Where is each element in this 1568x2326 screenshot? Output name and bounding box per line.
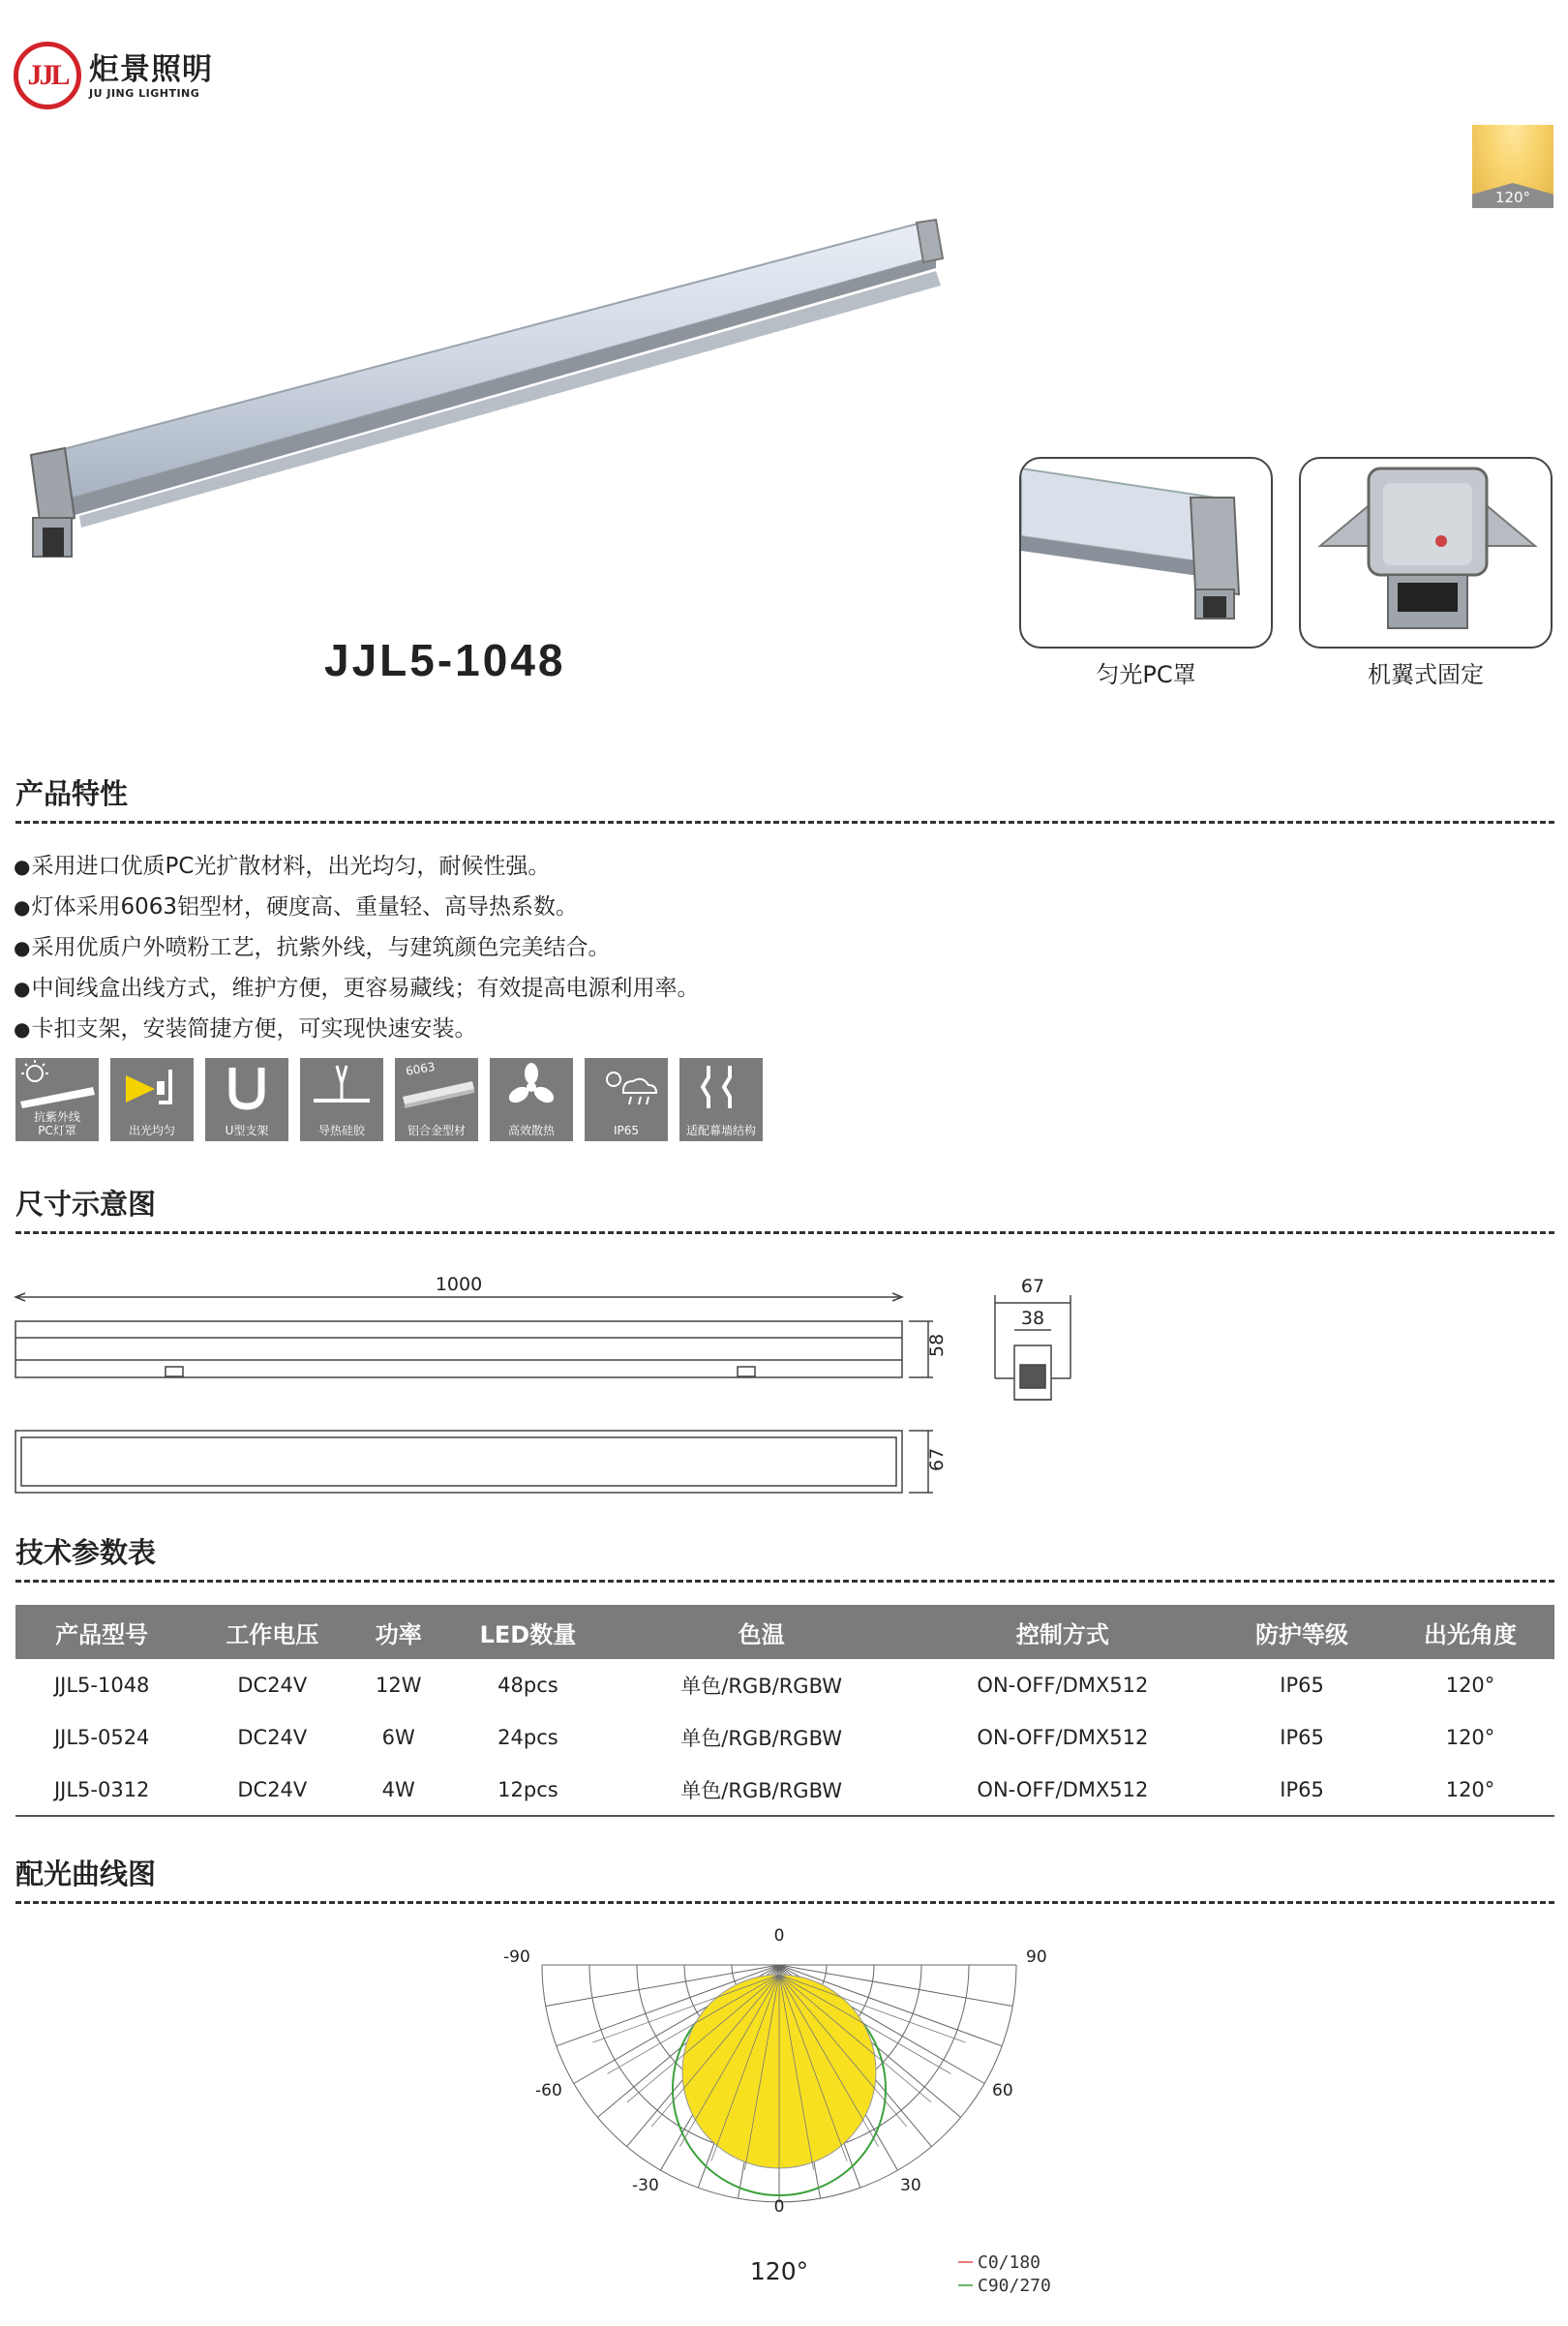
svg-text:6063: 6063	[405, 1059, 437, 1078]
table-row	[15, 1764, 1554, 1816]
model-title: JJL5-1048	[324, 635, 566, 685]
feature-list	[14, 846, 699, 1049]
feature-icon-row	[15, 1058, 774, 1141]
section-divider	[15, 821, 1554, 824]
detail-photo-pc-cover	[1019, 457, 1273, 649]
table-cell: 单色/RGB/RGBW	[680, 1675, 842, 1698]
product-photo	[21, 208, 950, 576]
table-cell: IP65	[1280, 1674, 1324, 1697]
light-output-icon: 出光均匀	[110, 1058, 194, 1141]
section-title-features: 产品特性	[15, 777, 129, 810]
table-cell: 12pcs	[440, 1764, 615, 1816]
angle-label: 0	[773, 2197, 785, 2217]
table-cell: 48pcs	[498, 1674, 558, 1697]
table-header-cell: LED数量	[440, 1605, 615, 1659]
logo-mark: JJL	[14, 42, 81, 109]
angle-label: 30	[900, 2176, 921, 2195]
table-cell: JJL5-1048	[53, 1674, 150, 1697]
table-header-row	[15, 1605, 1554, 1659]
section-divider	[15, 1901, 1554, 1904]
table-cell: 6W	[381, 1726, 415, 1749]
table-row	[15, 1659, 1554, 1711]
table-cell: JJL5-0312	[15, 1764, 188, 1816]
fan-icon: 高效散热	[490, 1058, 573, 1141]
thermal-silicone-icon: 导热硅胶	[300, 1058, 383, 1141]
table-cell: 单色/RGB/RGBW	[616, 1764, 908, 1816]
sun-icon: 抗紫外线 PC灯罩	[15, 1058, 99, 1141]
beam-angle-badge	[1472, 125, 1553, 208]
angle-label: 0	[773, 1926, 785, 1946]
table-cell: ON-OFF/DMX512	[977, 1726, 1149, 1749]
brand-logo	[14, 39, 256, 112]
detail-caption-pc-cover: 匀光PC罩	[1096, 661, 1196, 688]
dim-width: 67	[926, 1447, 948, 1471]
polar-light-curve	[498, 1921, 1070, 2326]
table-cell: 120°	[1386, 1764, 1554, 1816]
aluminum-profile-icon: 6063 铝合金型材	[395, 1058, 478, 1141]
table-header-cell: 防护等级	[1218, 1605, 1386, 1659]
table-cell: 12W	[375, 1674, 422, 1697]
table-cell: IP65	[1280, 1726, 1324, 1749]
legend-c0: C0/180	[978, 2252, 1041, 2273]
beam-angle-label: 120°	[1494, 189, 1531, 206]
section-title-light-curve: 配光曲线图	[15, 1858, 157, 1890]
table-cell: ON-OFF/DMX512	[908, 1764, 1218, 1816]
angle-label: -90	[503, 1948, 530, 1967]
table-header-cell: 功率	[356, 1605, 440, 1659]
table-header-cell: 出光角度	[1386, 1605, 1554, 1659]
brand-name-en: JU JING LIGHTING	[89, 86, 200, 100]
table-header-cell: 产品型号	[15, 1605, 188, 1659]
table-header-cell: 色温	[616, 1605, 908, 1659]
table-header-cell: 控制方式	[908, 1605, 1218, 1659]
dimension-drawing	[14, 1268, 1088, 1510]
table-cell: 120°	[1445, 1726, 1495, 1749]
feature-item: ●卡扣支架，安装简捷方便，可实现快速安装。	[14, 1016, 477, 1042]
section-divider	[15, 1231, 1554, 1234]
u-bracket-icon: U型支架	[205, 1058, 288, 1141]
angle-label: -60	[535, 2081, 562, 2100]
detail-photo-wing-mount	[1299, 457, 1553, 649]
dim-length: 1000	[435, 1274, 483, 1295]
brand-name-cn: 炬景照明	[89, 51, 213, 87]
table-cell: ON-OFF/DMX512	[977, 1674, 1149, 1697]
angle-label: 90	[1026, 1948, 1047, 1967]
feature-item: ●采用进口优质PC光扩散材料，出光均匀，耐候性强。	[14, 854, 551, 879]
table-cell: DC24V	[188, 1764, 356, 1816]
table-cell: IP65	[1218, 1764, 1386, 1816]
angle-label: -30	[632, 2176, 659, 2195]
table-cell: 4W	[356, 1764, 440, 1816]
angle-label: 60	[992, 2081, 1013, 2100]
feature-item: ●灯体采用6063铝型材，硬度高、重量轻、高导热系数。	[14, 894, 578, 920]
table-cell: 单色/RGB/RGBW	[680, 1727, 842, 1750]
table-row	[15, 1711, 1554, 1764]
section-title-dimensions: 尺寸示意图	[15, 1188, 157, 1221]
legend-c90: C90/270	[978, 2276, 1051, 2296]
spec-table	[15, 1605, 1554, 1817]
weather-icon: IP65	[585, 1058, 668, 1141]
section-divider	[15, 1580, 1554, 1583]
table-cell: 120°	[1445, 1674, 1495, 1697]
feature-item: ●中间线盒出线方式，维护方便，更容易藏线；有效提高电源利用率。	[14, 976, 700, 1001]
dim-section-inner: 38	[1020, 1308, 1045, 1329]
table-cell: DC24V	[237, 1674, 308, 1697]
table-header-cell: 工作电压	[188, 1605, 356, 1659]
dim-section-width: 67	[1020, 1276, 1045, 1297]
detail-caption-wing-mount: 机翼式固定	[1368, 661, 1484, 688]
table-cell: DC24V	[237, 1726, 308, 1749]
table-cell: 24pcs	[498, 1726, 558, 1749]
dim-height: 58	[926, 1333, 948, 1357]
table-cell: JJL5-0524	[53, 1726, 150, 1749]
beam-angle-caption: 120°	[749, 2257, 809, 2285]
section-title-specs: 技术参数表	[15, 1536, 157, 1569]
curtain-wall-icon: 适配幕墙结构	[679, 1058, 763, 1141]
feature-item: ●采用优质户外喷粉工艺，抗紫外线，与建筑颜色完美结合。	[14, 935, 611, 960]
